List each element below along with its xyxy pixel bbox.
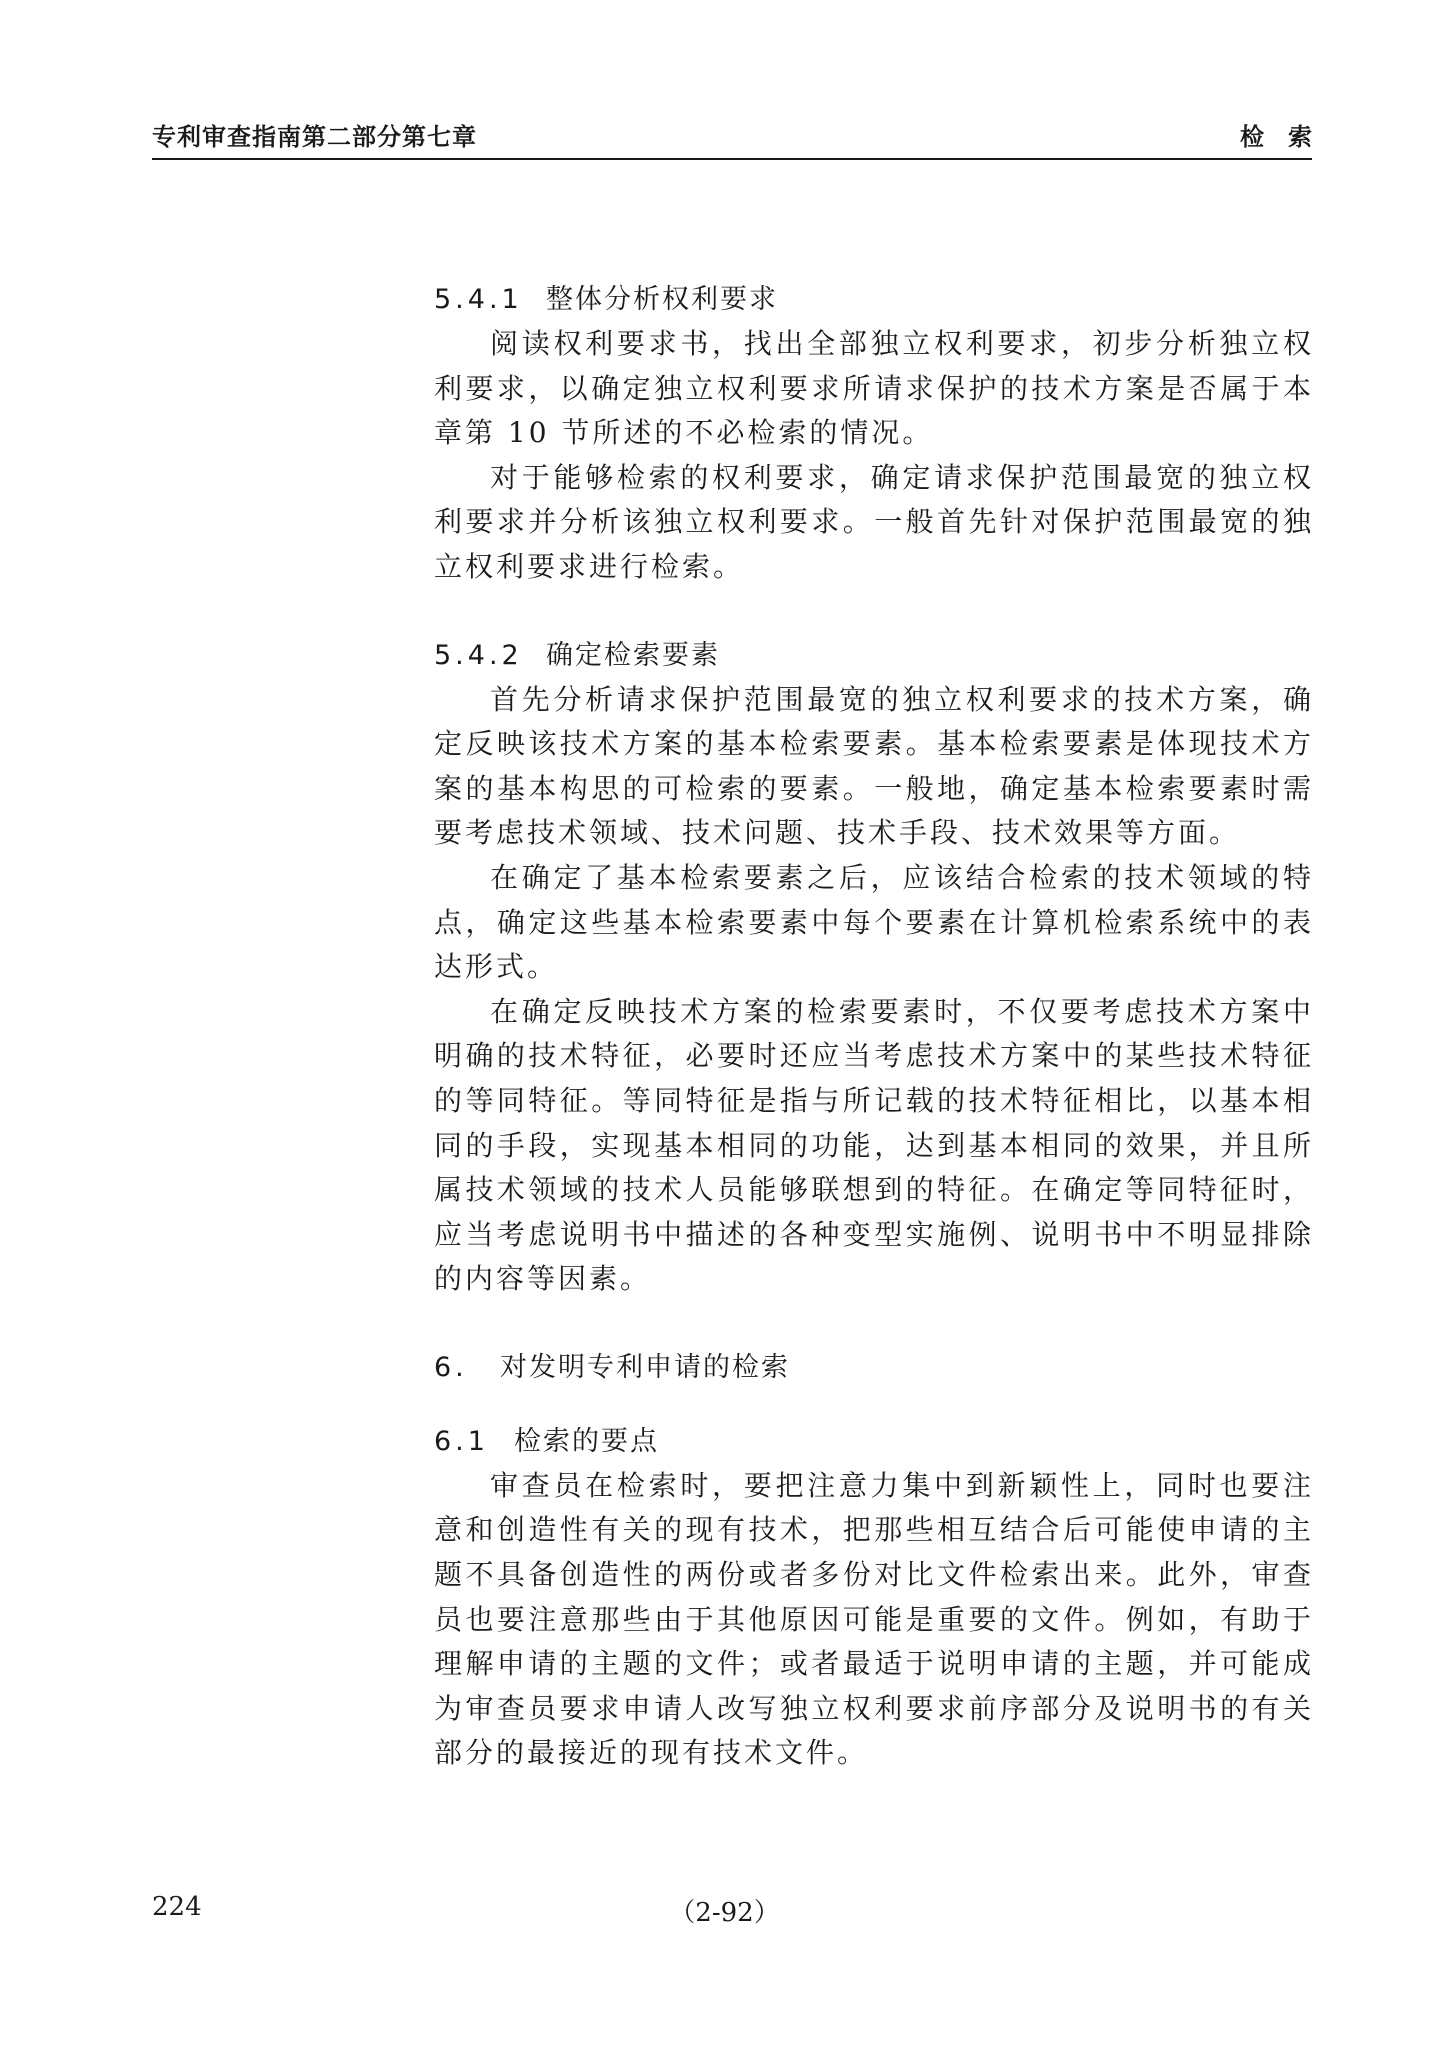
paragraph: 阅读权利要求书，找出全部独立权利要求，初步分析独立权利要求，以确定独立权利要求所请求保护的技术方案是否属于本章第 10 节所述的不必检索的情况。 (434, 327, 1314, 450)
section-number: 6. (434, 1351, 468, 1383)
section-title: 整体分析权利要求 (546, 284, 778, 315)
section-page-number: （2-92） (669, 1898, 780, 1928)
section-number: 5.4.1 (434, 284, 523, 315)
paragraph: 在确定反映技术方案的检索要素时，不仅要考虑技术方案中明确的技术特征，必要时还应当考虑技术方案中的某些技术特征的等同特征。等同特征是指与所记载的技术特征相比，以基本相同的手段，实现基本相同的功能，达到基本相同的效果，并且所属技术领域的技术人员能够联想到的特征。在确定等同特征时，应当考虑说明书中描述的各种变型实施例、说明书中不明显排除的内容等因素。 (434, 994, 1314, 1296)
section-heading-6-1 (434, 1420, 1314, 1464)
section-title: 对发明专利申请的检索 (500, 1351, 790, 1383)
section-heading-5-4-1 (434, 278, 1314, 322)
paragraph: 首先分析请求保护范围最宽的独立权利要求的技术方案，确定反映该技术方案的基本检索要素。基本检索要素是体现技术方案的基本构思的可检索的要素。一般地，确定基本检索要素时需要考虑技术领域、技术问题、技术手段、技术效果等方面。 (434, 682, 1314, 850)
section-number: 6.1 (434, 1425, 489, 1457)
paragraph: 在确定了基本检索要素之后，应该结合检索的技术领域的特点，确定这些基本检索要素中每个要素在计算机检索系统中的表达形式。 (434, 860, 1314, 984)
section-heading-6 (434, 1346, 1314, 1390)
paragraph: 对于能够检索的权利要求，确定请求保护范围最宽的独立权利要求并分析该独立权利要求。一般首先针对保护范围最宽的独立权利要求进行检索。 (434, 460, 1314, 583)
section-heading-5-4-2 (434, 634, 1314, 678)
section-title: 检索的要点 (514, 1425, 659, 1457)
header-chapter-title: 专利审查指南第二部分第七章 (152, 123, 477, 151)
paragraph: 审查员在检索时，要把注意力集中到新颖性上，同时也要注意和创造性有关的现有技术，把那些相互结合后可能使申请的主题不具备创造性的两份或者多份对比文件检索出来。此外，审查员也要注意那些由于其他原因可能是重要的文件。例如，有助于理解申请的主题的文件；或者最适于说明申请的主题，并可能成为审查员要求申请人改写独立权利要求前序部分及说明书的有关部分的最接近的现有技术文件。 (434, 1468, 1314, 1770)
running-header (152, 118, 1336, 160)
header-section-title: 检索 (1240, 123, 1336, 151)
page-body (434, 278, 1314, 1776)
section-number: 5.4.2 (434, 639, 523, 671)
page-number: 224 (152, 1892, 202, 1922)
section-title: 确定检索要素 (546, 639, 720, 671)
